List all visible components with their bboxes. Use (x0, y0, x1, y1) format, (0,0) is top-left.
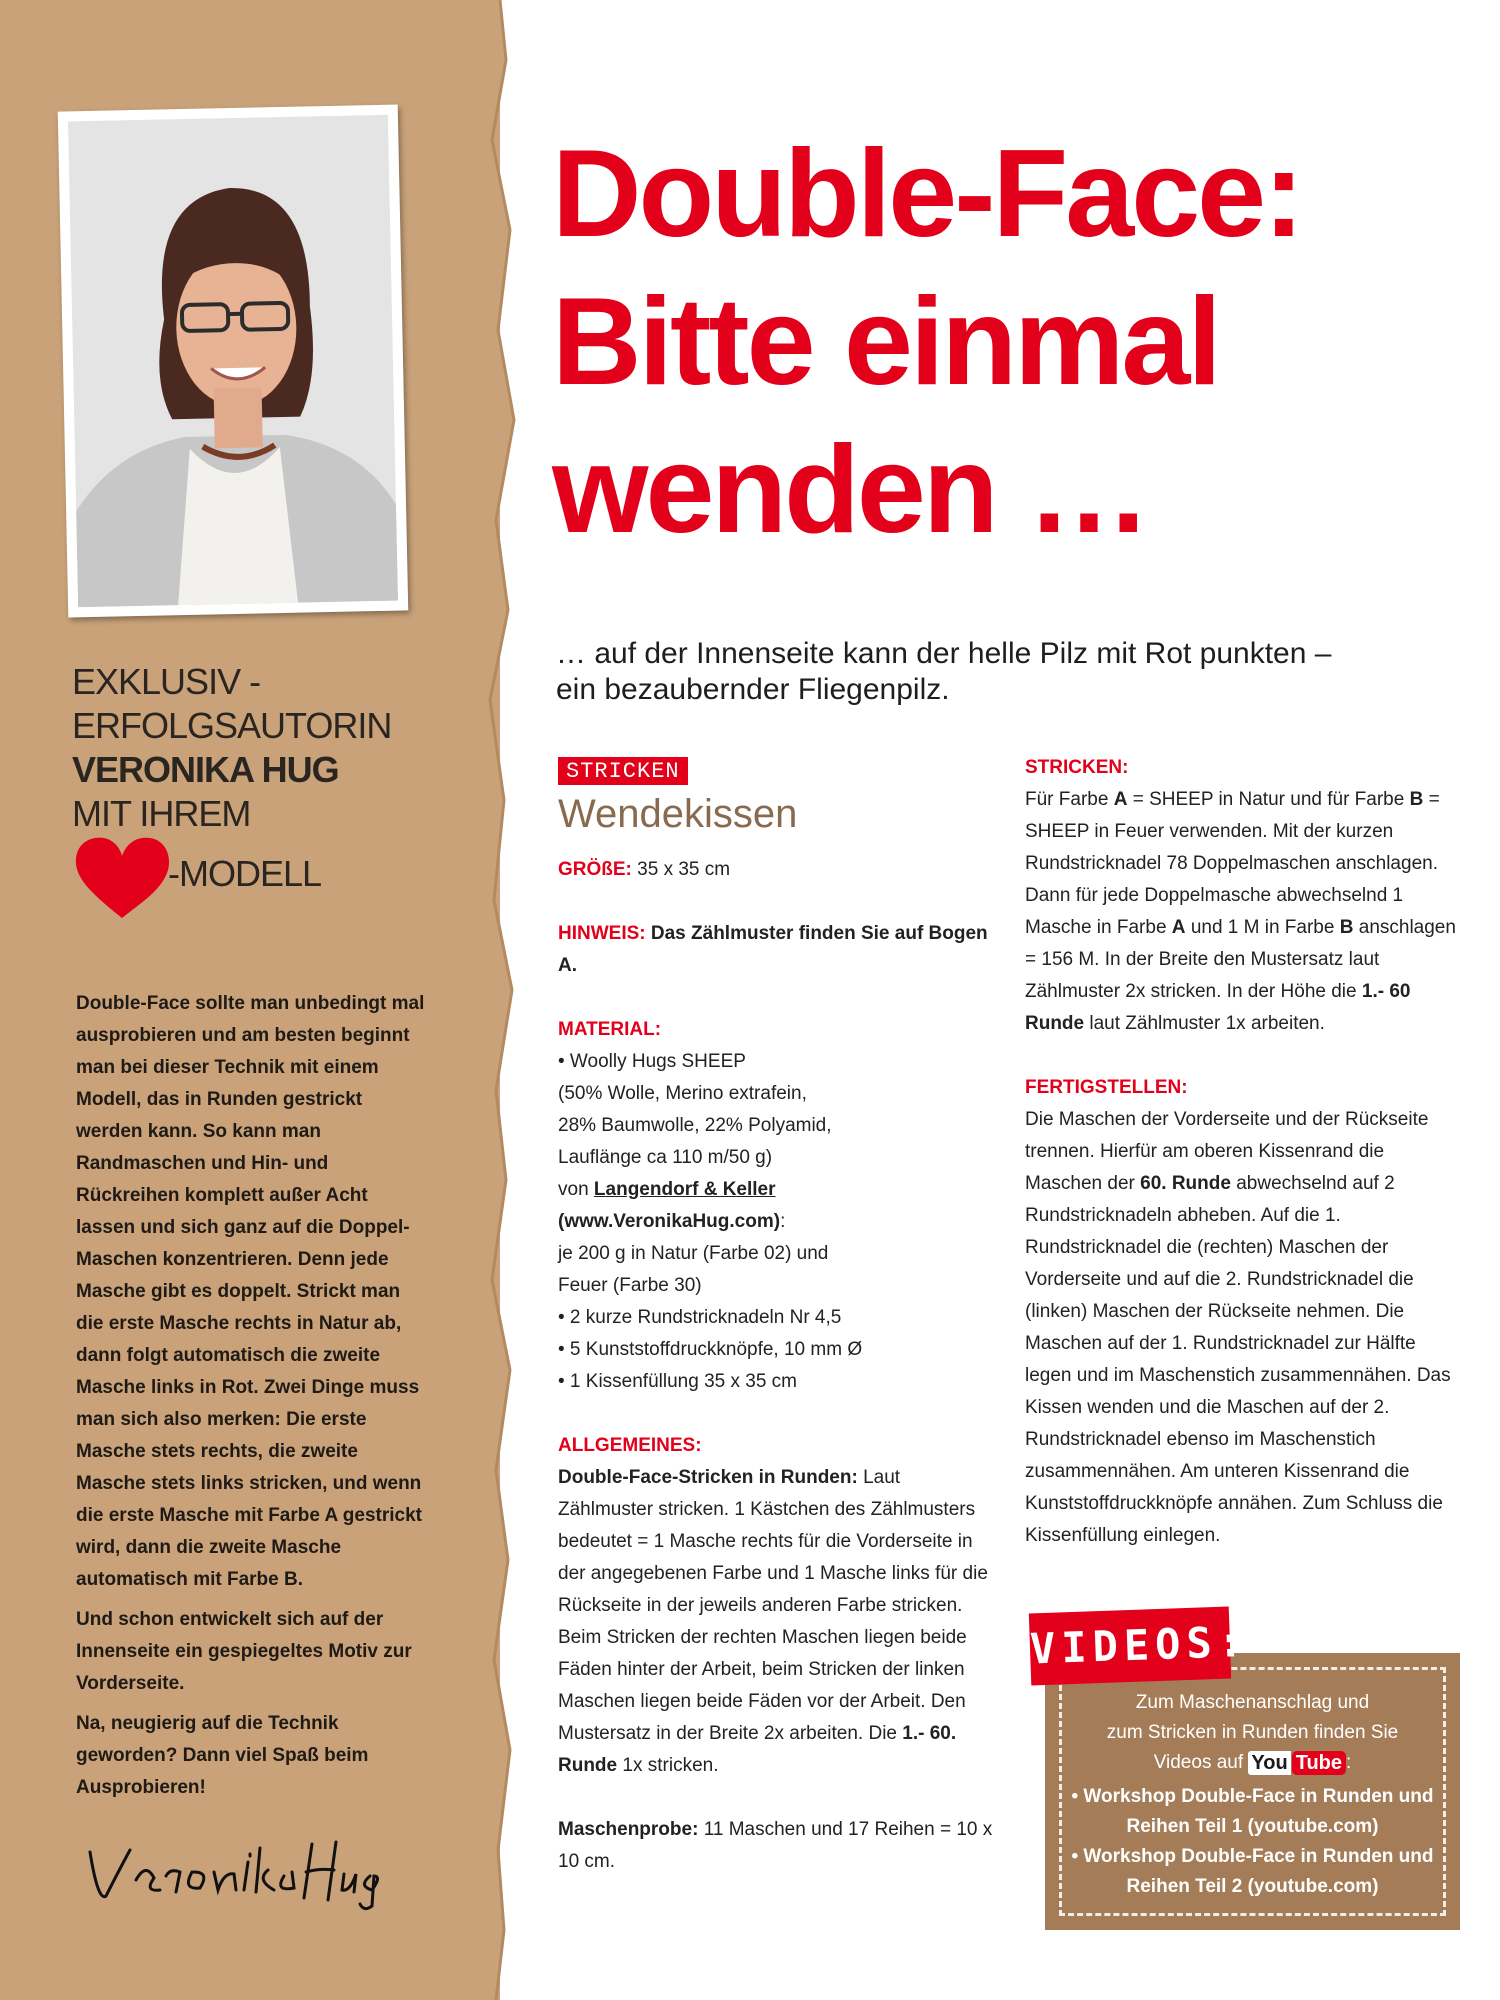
size-info: GRÖßE: 35 x 35 cm (558, 859, 731, 880)
intro-text (76, 988, 426, 1812)
title-line: wenden … (552, 421, 1149, 559)
subtitle-line: ein bezaubernder Fliegenpilz. (556, 673, 950, 706)
page-title (552, 120, 1472, 564)
material-line: (50% Wolle, Merino extrafein, (558, 1083, 807, 1104)
videos-line: zum Stricken in Runden finden Sie (1106, 1722, 1399, 1743)
knitting-text: Für Farbe A = SHEEP in Natur und für Farbe B = SHEEP in Feuer verwenden. Mit der kurzen Rundstricknadel 78 Doppelmaschen anschlagen. Dann für jede Doppelmasche abwechselnd 1 Masche in Farbe A und 1 M in Farbe B anschlagen = 156 M. In der Breite den Mustersatz laut Zählmuster 2x stricken. In der Höhe die 1.- 60 Runde laut Zählmuster 1x arbeiten. (1025, 789, 1456, 1034)
video-link[interactable]: • Workshop Double-Face in Runden und Reihen Teil 1 (youtube.com) (1071, 1786, 1434, 1837)
author-name: VERONIKA HUG (72, 749, 339, 790)
finishing-text: Die Maschen der Vorderseite und der Rückseite trennen. Hierfür am oberen Kissenrand die Maschen der 60. Runde abwechselnd auf 2 Rundstricknadeln abheben. Auf die 1. Rundstricknadel die (rechten) Maschen der Vorderseite und auf die 2. Rundstricknadel die (linken) Maschen der Rückseite nehmen. Die Maschen auf der 1. Rundstricknadel zur Hälfte legen und im Maschenstich zusammennähen. Das Kissen wenden und die Maschen auf der 2. Rundstricknadel ebenso im Maschenstich zusammennähen. Am unteren Kissenrand die Kunststoffdruckknöpfe annähen. Zum Schluss die Kissenfüllung einlegen. (1025, 1109, 1451, 1546)
videos-content (1060, 1688, 1445, 1902)
intro-paragraph: Und schon entwickelt sich auf der Innenseite ein gespiegeltes Motiv zur Vorderseite. (76, 1609, 412, 1694)
material-line: 28% Baumwolle, 22% Polyamid, (558, 1115, 832, 1136)
material-line: Feuer (Farbe 30) (558, 1275, 702, 1296)
author-photo (58, 104, 409, 617)
intro-paragraph: Double-Face sollte man unbedingt mal ausprobieren und am besten beginnt man bei dieser Technik mit einem Modell, das in Runden gestrickt werden kann. So kann man Randmaschen und Hin- und Rückreihen komplett außer Acht lassen und sich ganz auf die Doppel-Maschen konzentrieren. Denn jede Masche gibt es doppelt. Strickt man die erste Masche rechts in Natur ab, dann folgt automatisch die zweite Masche links in Rot. Zwei Dinge muss man sich also merken: Die erste Masche stets rechts, die zweite Masche stets links stricken, und wenn die erste Masche mit Farbe A gestrickt wird, dann die zweite Masche automatisch mit Farbe B. (76, 993, 425, 1590)
intro-heading (72, 660, 472, 912)
videos-line: Videos auf You Tube : (1153, 1751, 1352, 1774)
finishing-label: FERTIGSTELLEN: (1025, 1077, 1188, 1098)
material-line: • 2 kurze Rundstricknadeln Nr 4,5 (558, 1307, 842, 1328)
signature (84, 1832, 404, 1914)
intro-paragraph: Na, neugierig auf die Technik geworden? Dann viel Spaß beim Ausprobieren! (76, 1713, 369, 1798)
general-text: Double-Face-Stricken in Runden: Laut Zählmuster stricken. 1 Kästchen des Zählmusters bedeutet = 1 Masche rechts für die Vorderseite in der angegebenen Farbe und 1 Masche links für die Rückseite in der jeweils anderen Farbe stricken. Beim Stricken der rechten Maschen liegen beide Fäden hinter der Arbeit, beim Stricken der linken Maschen liegen beide Fäden vor der Arbeit. Den Mustersatz in der Breite 2x arbeiten. Die 1.- 60. Runde 1x stricken. (558, 1467, 988, 1776)
subtitle (556, 636, 1456, 708)
material-line: • 1 Kissenfüllung 35 x 35 cm (558, 1371, 798, 1392)
video-list (1060, 1782, 1445, 1902)
intro-line: MIT IHREM (72, 793, 251, 834)
intro-line: ERFOLGSAUTORIN (72, 705, 392, 746)
portrait-photo (68, 115, 398, 608)
heart-icon (72, 834, 172, 920)
video-link[interactable]: • Workshop Double-Face in Runden und Reihen Teil 2 (youtube.com) (1071, 1846, 1434, 1897)
intro-line: -MODELL (168, 853, 322, 894)
youtube-logo-icon: You Tube (1248, 1751, 1346, 1775)
material-line: Lauflänge ca 110 m/50 g) (558, 1147, 773, 1168)
instructions-column-right (1025, 752, 1465, 1552)
gauge-info: Maschenprobe: 11 Maschen und 17 Reihen = 10 x 10 cm. (558, 1819, 993, 1872)
material-line: • 5 Kunststoffdruckknöpfe, 10 mm Ø (558, 1339, 863, 1360)
torn-paper-edge (470, 0, 530, 2000)
title-line: Double-Face: (552, 125, 1302, 263)
general-label: ALLGEMEINES: (558, 1435, 702, 1456)
material-line: je 200 g in Natur (Farbe 02) und (558, 1243, 829, 1264)
subtitle-line: … auf der Innenseite kann der helle Pilz mit Rot punkten – (556, 637, 1332, 670)
videos-label: VIDEOS: (1029, 1607, 1231, 1686)
instructions-column-left (558, 756, 998, 1878)
material-brand: von Langendorf & Keller (558, 1179, 776, 1200)
videos-line: Zum Maschenanschlag und (1135, 1692, 1370, 1713)
material-line: • Woolly Hugs SHEEP (558, 1051, 746, 1072)
title-line: Bitte einmal (552, 273, 1219, 411)
intro-line: EXKLUSIV - (72, 661, 261, 702)
category-tag: STRICKEN (558, 757, 688, 785)
material-label: MATERIAL: (558, 1019, 662, 1040)
knitting-label: STRICKEN: (1025, 757, 1129, 778)
material-website: (www.VeronikaHug.com): (558, 1211, 786, 1232)
project-title: Wendekissen (558, 792, 798, 836)
hint-info: HINWEIS: Das Zählmuster finden Sie auf Bogen A. (558, 923, 988, 976)
